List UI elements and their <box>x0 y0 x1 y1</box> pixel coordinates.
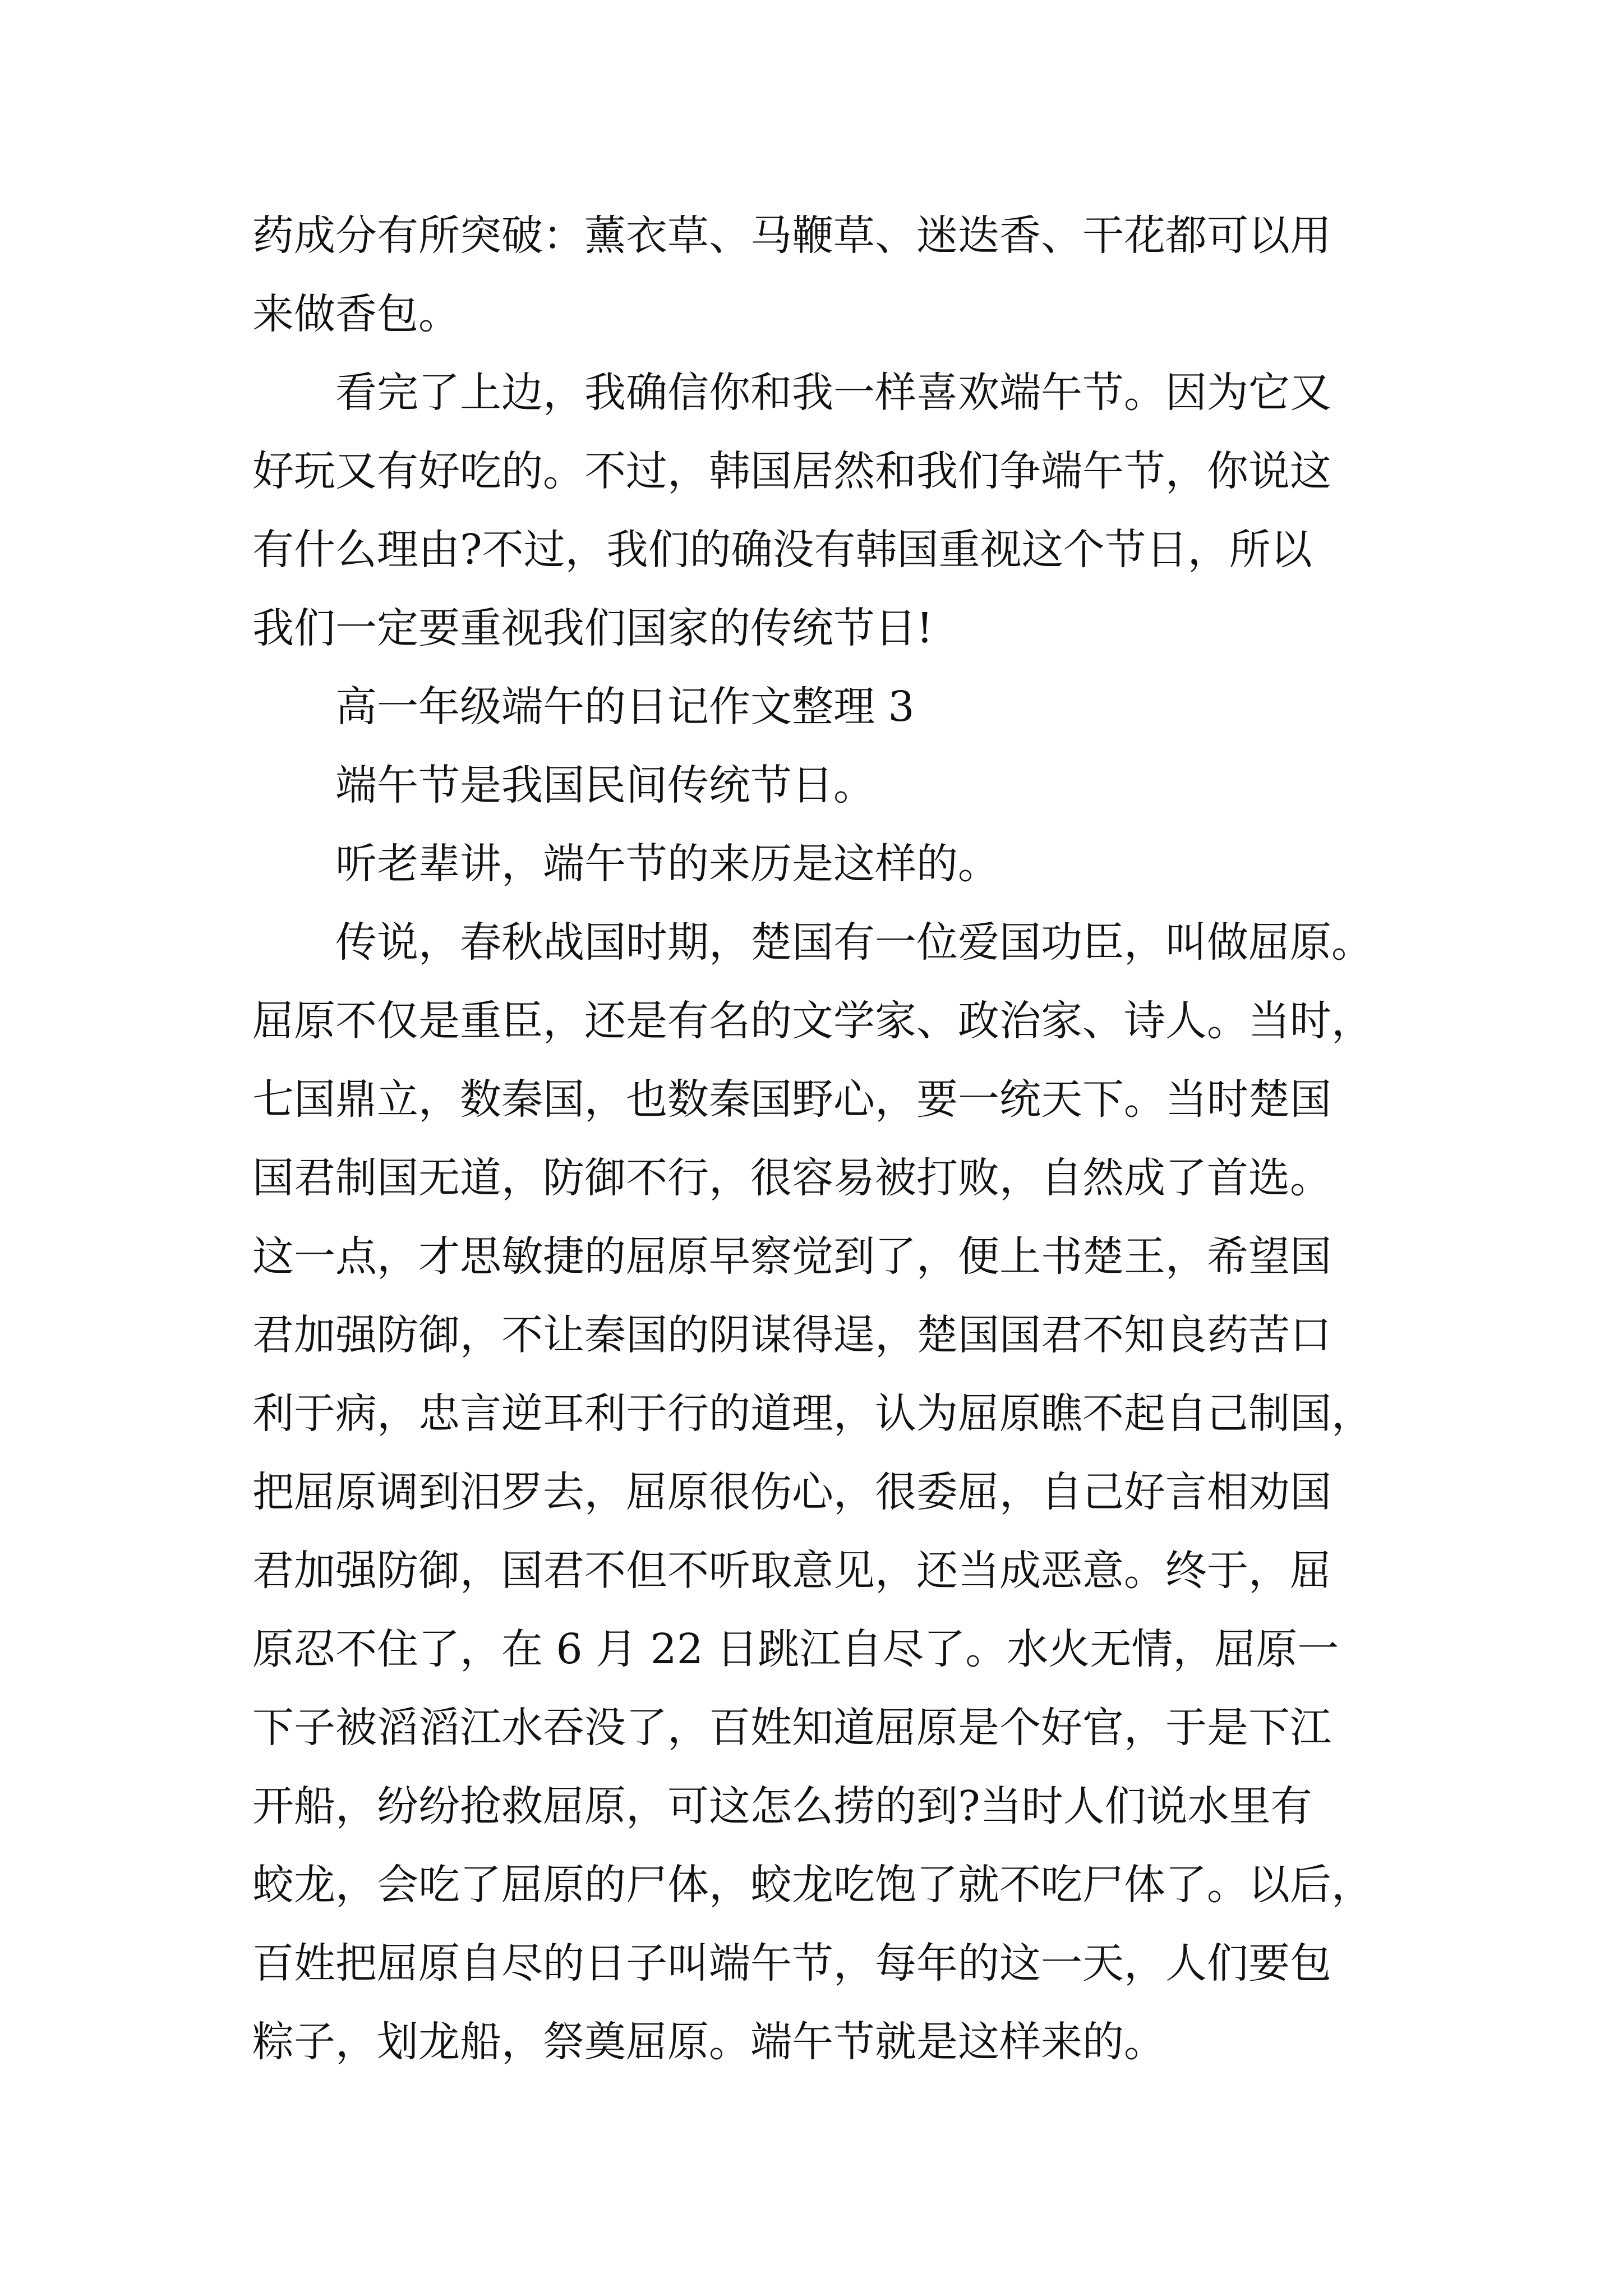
paragraph-first-line: 看完了上边，我确信你和我一样喜欢端午节。因为它又 <box>335 369 1331 417</box>
text-line: 粽子，划龙船，祭奠屈原。端午节就是这样来的。 <box>252 2018 1165 2066</box>
text-line: 屈原不仅是重臣，还是有名的文学家、政治家、诗人。当时， <box>252 997 1373 1045</box>
text-line: 利于病，忠言逆耳利于行的道理，认为屈原瞧不起自己制国， <box>252 1389 1373 1438</box>
text-line: 有什么理由?不过，我们的确没有韩国重视这个节日，所以 <box>252 526 1312 574</box>
text-line: 原忍不住了，在 6 月 22 日跳江自尽了。水火无情，屈原一 <box>252 1625 1339 1673</box>
text-line: 蛟龙，会吃了屈原的尸体，蛟龙吃饱了就不吃尸体了。以后， <box>252 1861 1373 1909</box>
text-line: 好玩又有好吃的。不过，韩国居然和我们争端午节，你说这 <box>252 447 1331 495</box>
text-line: 我们一定要重视我们国家的传统节日! <box>252 604 933 652</box>
paragraph-first-line: 端午节是我国民间传统节日。 <box>335 761 875 809</box>
paragraph-first-line: 听老辈讲，端午节的来历是这样的。 <box>335 840 999 888</box>
text-line: 药成分有所突破：薰衣草、马鞭草、迷迭香、干花都可以用 <box>252 211 1331 260</box>
text-line: 七国鼎立，数秦国，也数秦国野心，要一统天下。当时楚国 <box>252 1075 1331 1124</box>
text-line: 这一点，才思敏捷的屈原早察觉到了，便上书楚王，希望国 <box>252 1232 1331 1281</box>
text-line: 下子被滔滔江水吞没了，百姓知道屈原是个好官，于是下江 <box>252 1704 1331 1752</box>
text-line: 来做香包。 <box>252 290 460 338</box>
text-line: 开船，纷纷抢救屈原，可这怎么捞的到?当时人们说水里有 <box>252 1782 1312 1830</box>
section-heading: 高一年级端午的日记作文整理 3 <box>335 683 915 731</box>
text-line: 国君制国无道，防御不行，很容易被打败，自然成了首选。 <box>252 1154 1331 1202</box>
text-line: 百姓把屈原自尽的日子叫端午节，每年的这一天，人们要包 <box>252 1939 1331 1987</box>
text-line: 君加强防御，不让秦国的阴谋得逞，楚国国君不知良药苦口 <box>252 1311 1331 1359</box>
text-line: 把屈原调到汨罗去，屈原很伤心，很委屈，自己好言相劝国 <box>252 1468 1331 1516</box>
text-line: 君加强防御，国君不但不听取意见，还当成恶意。终于，屈 <box>252 1547 1331 1595</box>
paragraph-first-line: 传说，春秋战国时期，楚国有一位爱国功臣，叫做屈原。 <box>335 918 1373 967</box>
